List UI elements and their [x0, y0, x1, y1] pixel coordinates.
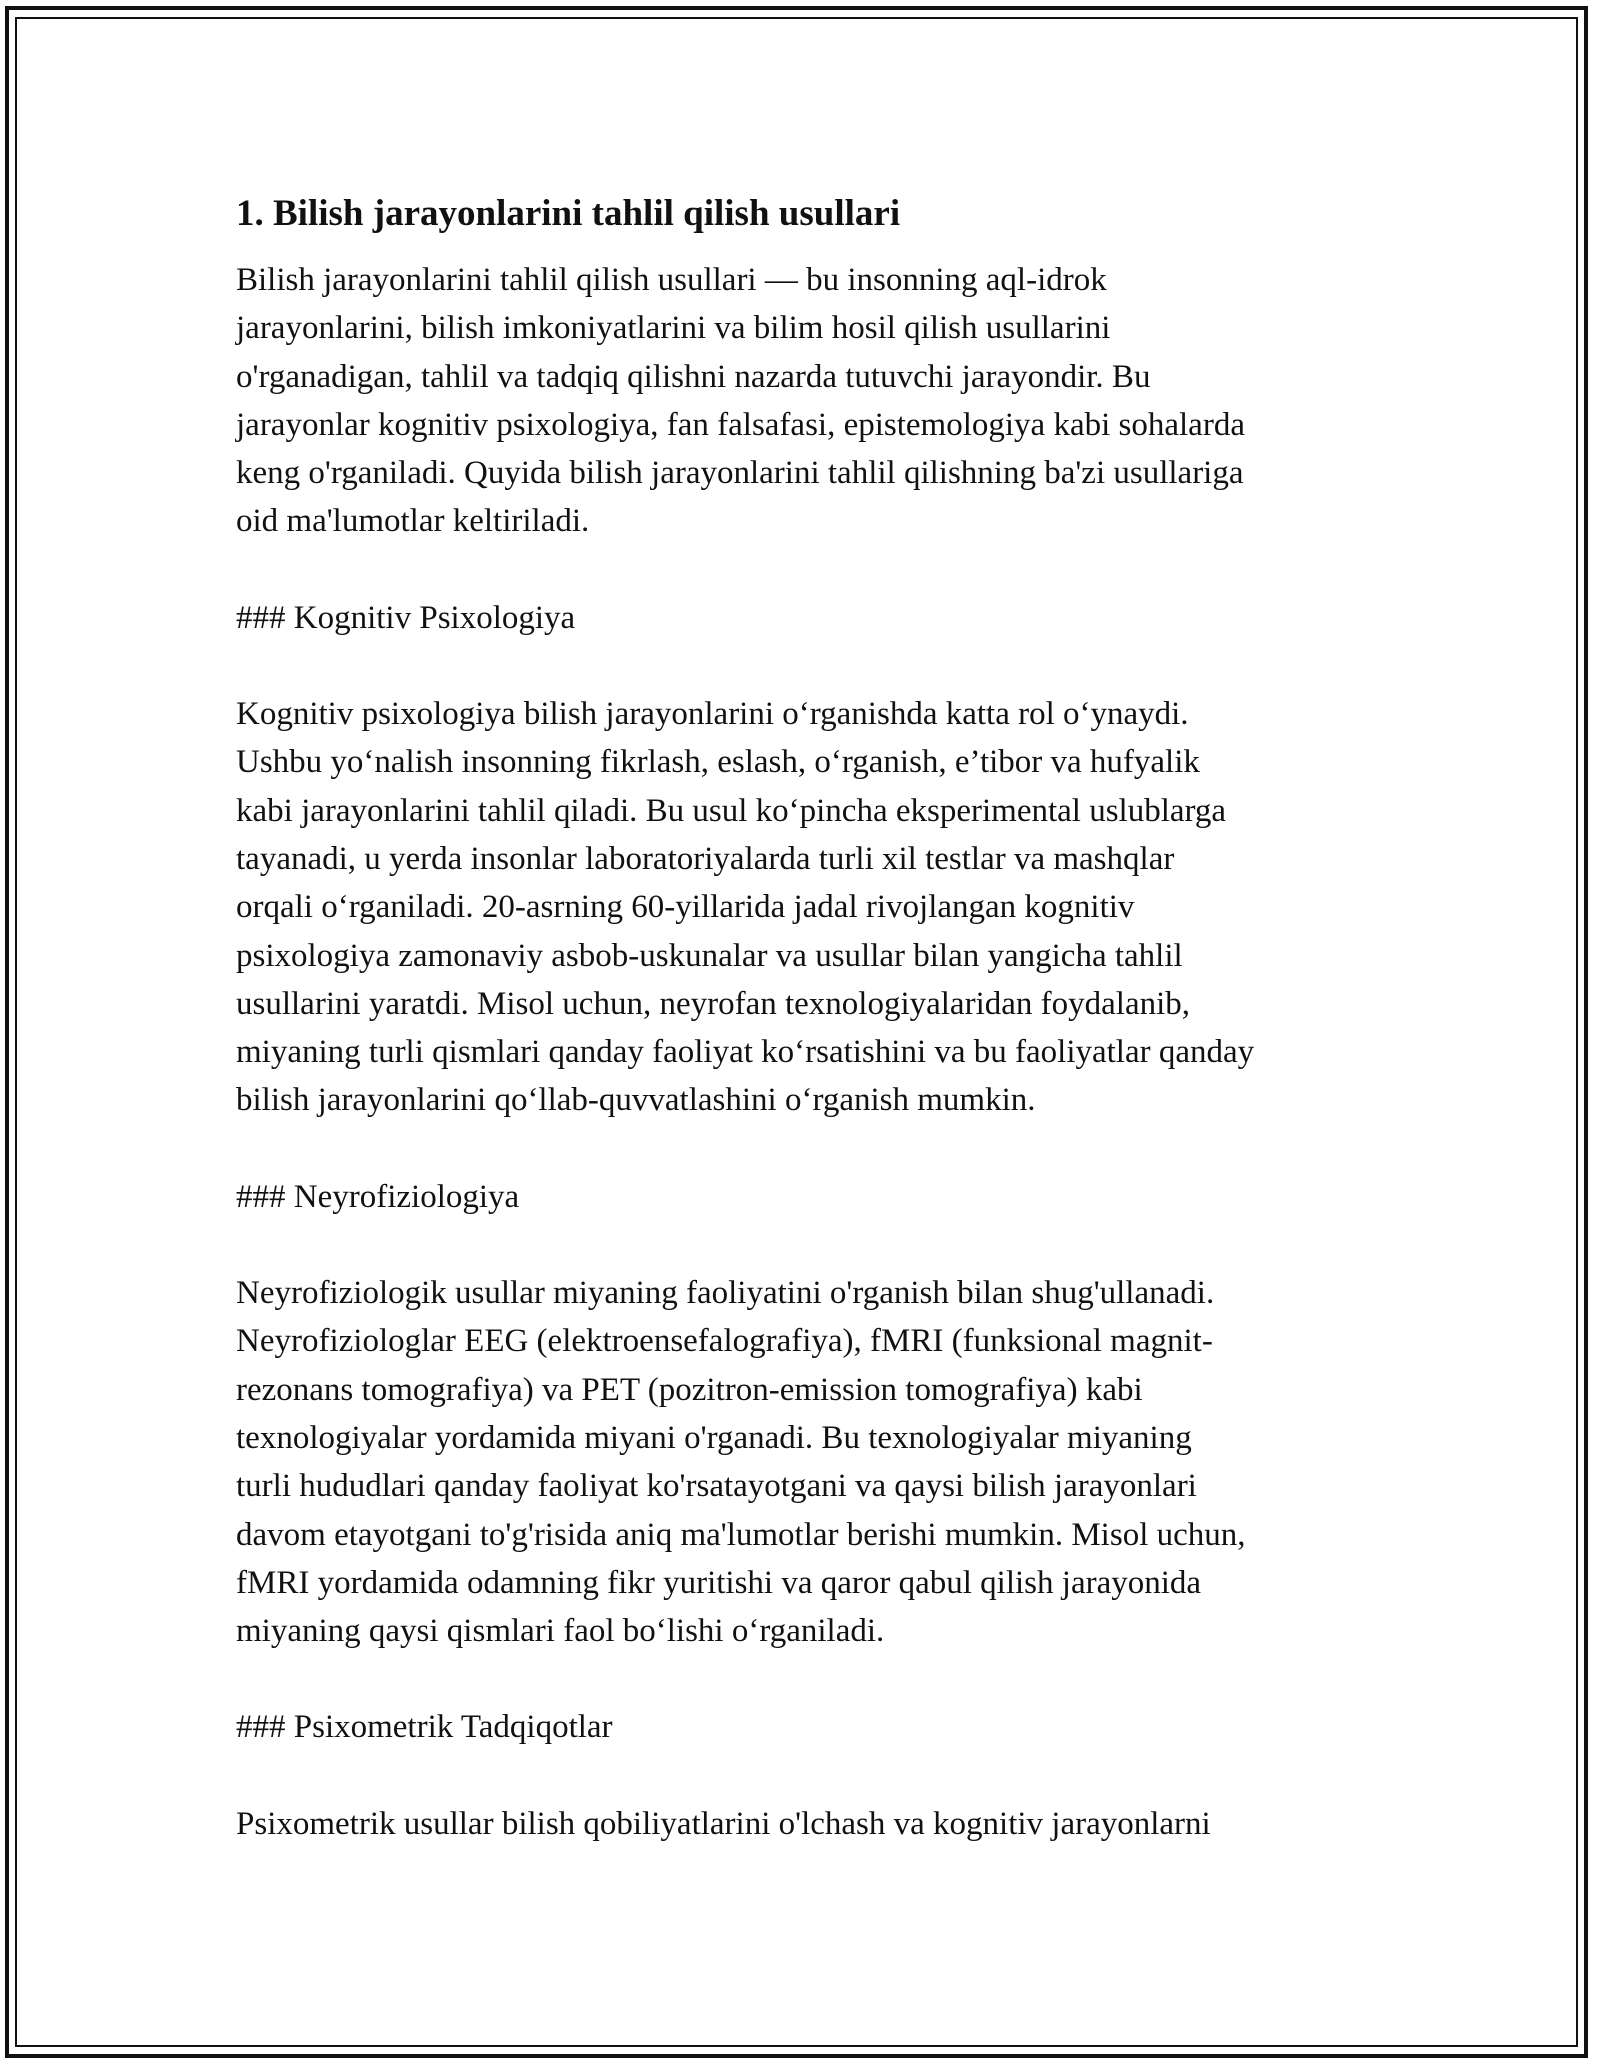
paragraph-line: Psixometrik usullar bilish qobiliyatlarini o'lchash va kognitiv jarayonlarni: [236, 1805, 1211, 1842]
intro-line: jarayonlarini, bilish imkoniyatlarini va bilim hosil qilish usullarini: [236, 310, 1111, 347]
paragraph-line: usullarini yaratdi. Misol uchun, neyrofan texnologiyalaridan foydalanib,: [236, 985, 1191, 1022]
paragraph-line: orqali o‘rganiladi. 20-asrning 60-yillarida jadal rivojlangan kognitiv: [236, 889, 1135, 926]
paragraph-line: fMRI yordamida odamning fikr yuritishi va qaror qabul qilish jarayonida: [236, 1564, 1202, 1601]
section-heading-neyrofiziologiya: ### Neyrofiziologiya: [236, 1178, 520, 1215]
paragraph-line: Kognitiv psixologiya bilish jarayonlarini o‘rganishda katta rol o‘ynaydi.: [236, 696, 1189, 733]
spacer: [236, 546, 1386, 594]
spacer: [236, 1752, 1386, 1800]
paragraph-line: rezonans tomografiya) va PET (pozitron-emission tomografiya) kabi: [236, 1371, 1143, 1408]
paragraph-line: davom etayotgani to'g'risida aniq ma'lumotlar berishi mumkin. Misol uchun,: [236, 1516, 1246, 1553]
intro-line: oid ma'lumotlar keltiriladi.: [236, 503, 590, 540]
section-paragraph-neyrofiziologiya: [236, 1269, 1386, 1655]
spacer: [236, 1221, 1386, 1269]
paragraph-line: Neyrofiziologlar EEG (elektroensefalografiya), fMRI (funksional magnit-: [236, 1323, 1213, 1360]
paragraph-line: Neyrofiziologik usullar miyaning faoliyatini o'rganish bilan shug'ullanadi.: [236, 1275, 1215, 1312]
paragraph-line: tayanadi, u yerda insonlar laboratoriyalarda turli xil testlar va mashqlar: [236, 840, 1175, 877]
document-body: [236, 188, 1386, 1848]
spacer: [236, 1655, 1386, 1703]
paragraph-line: miyaning qaysi qismlari faol bo‘lishi o‘rganiladi.: [236, 1613, 885, 1650]
paragraph-line: bilish jarayonlarini qo‘llab-quvvatlashini o‘rganish mumkin.: [236, 1082, 1036, 1119]
intro-paragraph: [236, 256, 1386, 546]
paragraph-line: miyaning turli qismlari qanday faoliyat ko‘rsatishini va bu faoliyatlar qanday: [236, 1034, 1255, 1071]
paragraph-line: Ushbu yo‘nalish insonning fikrlash, eslash, o‘rganish, e’tibor va hufyalik: [236, 744, 1200, 781]
section-heading-kognitiv: ### Kognitiv Psixologiya: [236, 599, 576, 636]
spacer: [236, 642, 1386, 690]
spacer: [236, 240, 1386, 256]
document-title: 1. Bilish jarayonlarini tahlil qilish usullari: [236, 193, 901, 234]
intro-line: Bilish jarayonlarini tahlil qilish usullari — bu insonning aql-idrok: [236, 262, 1107, 298]
intro-line: keng o'rganiladi. Quyida bilish jarayonlarini tahlil qilishning ba'zi usullariga: [236, 455, 1244, 492]
section-paragraph-kognitiv: [236, 690, 1386, 1125]
spacer: [236, 1125, 1386, 1173]
intro-line: jarayonlar kognitiv psixologiya, fan falsafasi, epistemologiya kabi sohalarda: [236, 406, 1245, 443]
section-paragraph-psixometrik: [236, 1800, 1386, 1848]
paragraph-line: turli hududlari qanday faoliyat ko'rsatayotgani va qaysi bilish jarayonlari: [236, 1468, 1197, 1505]
paragraph-line: psixologiya zamonaviy asbob-uskunalar va usullar bilan yangicha tahlil: [236, 937, 1183, 974]
paragraph-line: kabi jarayonlarini tahlil qiladi. Bu usul ko‘pincha eksperimental uslublarga: [236, 792, 1227, 829]
paragraph-line: texnologiyalar yordamida miyani o'rganadi. Bu texnologiyalar miyaning: [236, 1419, 1192, 1456]
section-heading-psixometrik: ### Psixometrik Tadqiqotlar: [236, 1709, 613, 1746]
intro-line: o'rganadigan, tahlil va tadqiq qilishni nazarda tutuvchi jarayondir. Bu: [236, 358, 1151, 395]
